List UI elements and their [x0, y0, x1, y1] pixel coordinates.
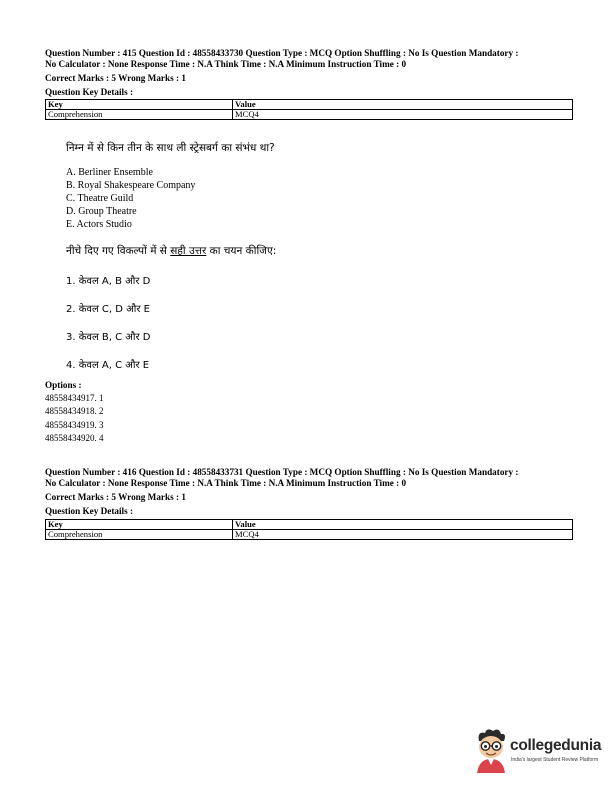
option-id: 48558434918. 2	[45, 406, 104, 417]
options-list	[45, 379, 104, 445]
marks-line: Correct Marks : 5 Wrong Marks : 1	[45, 492, 186, 502]
list-item: B. Royal Shakespeare Company	[66, 180, 196, 191]
key-details-label: Question Key Details :	[45, 506, 134, 516]
question-meta-line1: Question Number : 416 Question Id : 48558433731 Question Type : MCQ Option Shuffling : No Is Question Mandatory :	[45, 467, 519, 477]
table-row	[46, 530, 573, 540]
key-value-table	[45, 99, 573, 120]
table-row	[46, 110, 573, 120]
question-meta-line2: No Calculator : None Response Time : N.A Think Time : N.A Minimum Instruction Time : 0	[45, 478, 407, 488]
instruction-before: नीचे दिए गए विकल्पों में से	[66, 245, 171, 257]
question-meta-line2: No Calculator : None Response Time : N.A Think Time : N.A Minimum Instruction Time : 0	[45, 59, 407, 69]
mascot-icon	[473, 727, 509, 775]
answer-choice-2: 2. केवल C, D और E	[66, 304, 150, 315]
table-header-key: Key	[46, 100, 233, 110]
option-id: 48558434920. 4	[45, 432, 104, 443]
list-item: E. Actors Studio	[66, 219, 132, 230]
question-text: निम्न में से किन तीन के साथ ली स्ट्रेसबर्ग का संभंध था?	[66, 142, 275, 154]
question-meta-line1: Question Number : 415 Question Id : 48558433730 Question Type : MCQ Option Shuffling : No Is Question Mandatory :	[45, 48, 519, 58]
options-label: Options :	[45, 380, 82, 390]
key-value-table	[45, 519, 573, 540]
logo-wordmark: collegedunia	[510, 737, 602, 754]
table-header-value: Value	[233, 520, 573, 530]
table-header-key: Key	[46, 520, 233, 530]
list-item: D. Group Theatre	[66, 206, 137, 217]
option-id: 48558434919. 3	[45, 419, 104, 430]
instruction-text	[66, 244, 276, 258]
table-header-value: Value	[233, 100, 573, 110]
answer-choice-1: 1. केवल A, B और D	[66, 276, 151, 287]
logo-tagline: India's largest Student Review Platform	[511, 757, 599, 763]
table-cell-value: MCQ4	[233, 530, 573, 540]
marks-line: Correct Marks : 5 Wrong Marks : 1	[45, 73, 186, 83]
list-item: C. Theatre Guild	[66, 193, 134, 204]
collegedunia-logo	[473, 725, 603, 777]
instruction-after: का चयन कीजिए:	[206, 245, 277, 257]
instruction-underlined: सही उत्तर	[170, 245, 207, 257]
table-cell-value: MCQ4	[233, 110, 573, 120]
table-cell-key: Comprehension	[46, 530, 233, 540]
answer-choice-4: 4. केवल A, C और E	[66, 360, 150, 371]
answer-choice-3: 3. केवल B, C और D	[66, 332, 151, 343]
table-header-row	[46, 100, 573, 110]
list-item: A. Berliner Ensemble	[66, 167, 153, 178]
table-cell-key: Comprehension	[46, 110, 233, 120]
option-id: 48558434917. 1	[45, 393, 104, 404]
key-details-label: Question Key Details :	[45, 87, 134, 97]
table-header-row	[46, 520, 573, 530]
